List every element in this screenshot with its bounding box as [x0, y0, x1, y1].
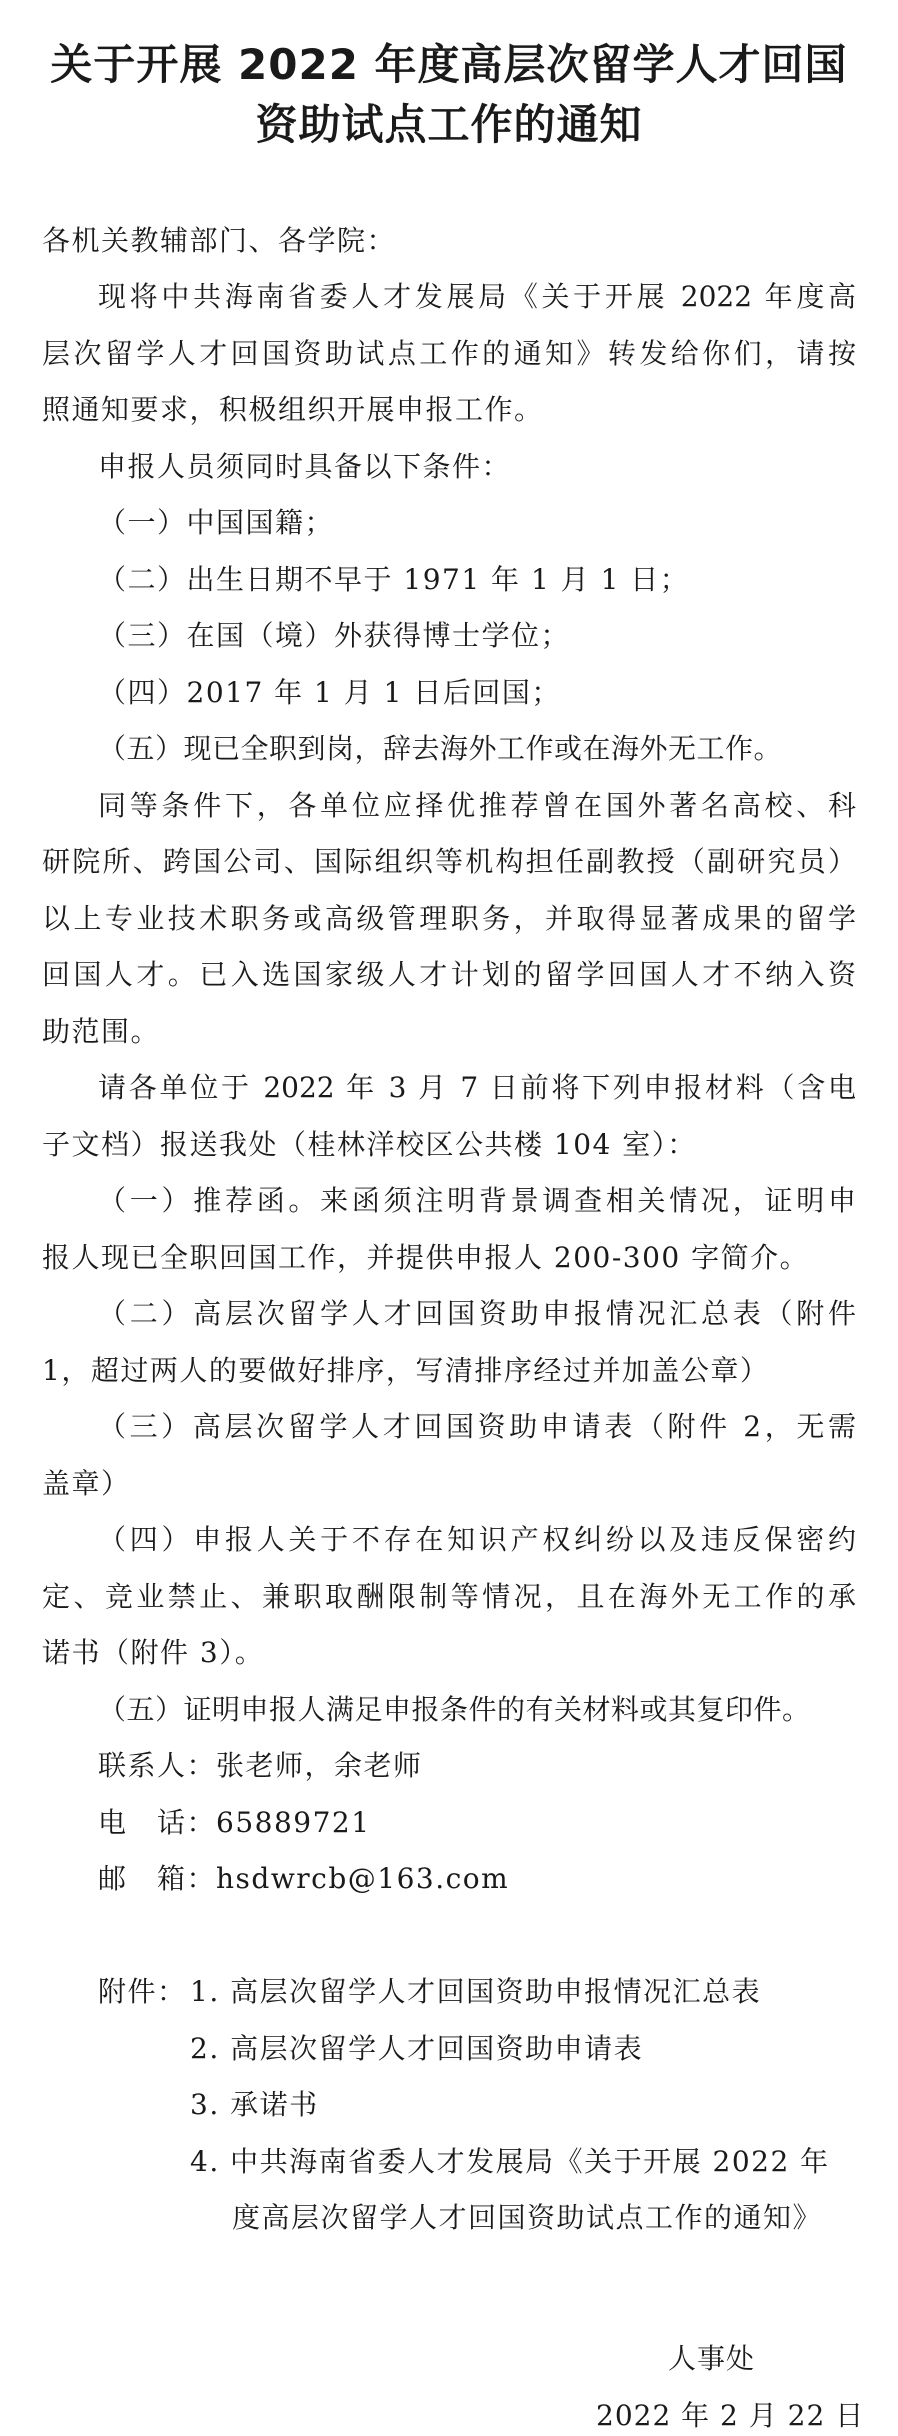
priority-line-1: 同等条件下，各单位应择优推荐曾在国外著名高校、科 [98, 789, 856, 822]
condition-item: （三）在国（境）外获得博士学位； [98, 619, 571, 652]
material-1-line-1: （一）推荐函。来函须注明背景调查相关情况，证明申 [98, 1184, 856, 1217]
material-4-line-3: 诺书（附件 3）。 [42, 1636, 265, 1669]
contact-person: 联系人：张老师，余老师 [98, 1749, 423, 1782]
issuing-office: 人事处 [668, 2342, 756, 2375]
title-line-1: 关于开展 2022 年度高层次留学人才回国 [50, 40, 848, 89]
priority-line-4: 回国人才。已入选国家级人才计划的留学回国人才不纳入资 [42, 958, 856, 991]
attachment-item: 1. 高层次留学人才回国资助申报情况汇总表 [190, 1975, 762, 2008]
material-2-line-2: 1，超过两人的要做好排序，写清排序经过并加盖公章） [42, 1354, 770, 1387]
intro-line-2: 层次留学人才回国资助试点工作的通知》转发给你们，请按 [42, 337, 856, 370]
intro-line-1: 现将中共海南省委人才发展局《关于开展 2022 年度高 [98, 280, 856, 313]
conditions-heading: 申报人员须同时具备以下条件： [98, 450, 512, 483]
condition-item: （一）中国国籍； [98, 506, 335, 539]
salutation: 各机关教辅部门、各学院： [42, 224, 397, 257]
attachment-item: 3. 承诺书 [190, 2088, 319, 2121]
material-3-line-2: 盖章） [42, 1467, 131, 1500]
condition-item: （四）2017 年 1 月 1 日后回国； [98, 676, 561, 709]
title-line-2: 资助试点工作的通知 [255, 100, 643, 149]
condition-item: （五）现已全职到岗，辞去海外工作或在海外无工作。 [98, 732, 783, 765]
contact-phone: 电 话：65889721 [98, 1806, 371, 1839]
condition-item: （二）出生日期不早于 1971 年 1 月 1 日； [98, 563, 690, 596]
priority-line-5: 助范围。 [42, 1015, 161, 1048]
submission-line-1: 请各单位于 2022 年 3 月 7 日前将下列申报材料（含电 [98, 1071, 856, 1104]
attachment-item-continued: 度高层次留学人才回国资助试点工作的通知》 [232, 2201, 823, 2234]
material-4-line-2: 定、竞业禁止、兼职取酬限制等情况，且在海外无工作的承 [42, 1580, 856, 1613]
intro-line-3: 照通知要求，积极组织开展申报工作。 [42, 393, 544, 426]
submission-line-2: 子文档）报送我处（桂林洋校区公共楼 104 室）： [42, 1128, 697, 1161]
issue-date: 2022 年 2 月 22 日 [596, 2399, 865, 2432]
material-5-line-1: （五）证明申报人满足申报条件的有关材料或其复印件。 [98, 1693, 811, 1726]
attachments-label: 附件： [98, 1975, 187, 2008]
material-3-line-1: （三）高层次留学人才回国资助申请表（附件 2，无需 [98, 1410, 856, 1443]
material-2-line-1: （二）高层次留学人才回国资助申报情况汇总表（附件 [98, 1297, 856, 1330]
material-1-line-2: 报人现已全职回国工作，并提供申报人 200-300 字简介。 [42, 1241, 810, 1274]
attachment-item: 4. 中共海南省委人才发展局《关于开展 2022 年 [190, 2145, 830, 2178]
priority-line-3: 以上专业技术职务或高级管理职务，并取得显著成果的留学 [42, 902, 856, 935]
material-4-line-1: （四）申报人关于不存在知识产权纠纷以及违反保密约 [98, 1523, 856, 1556]
priority-line-2: 研院所、跨国公司、国际组织等机构担任副教授（副研究员） [42, 845, 856, 878]
contact-email: 邮 箱：hsdwrcb@163.com [98, 1862, 510, 1895]
attachment-item: 2. 高层次留学人才回国资助申请表 [190, 2032, 644, 2065]
